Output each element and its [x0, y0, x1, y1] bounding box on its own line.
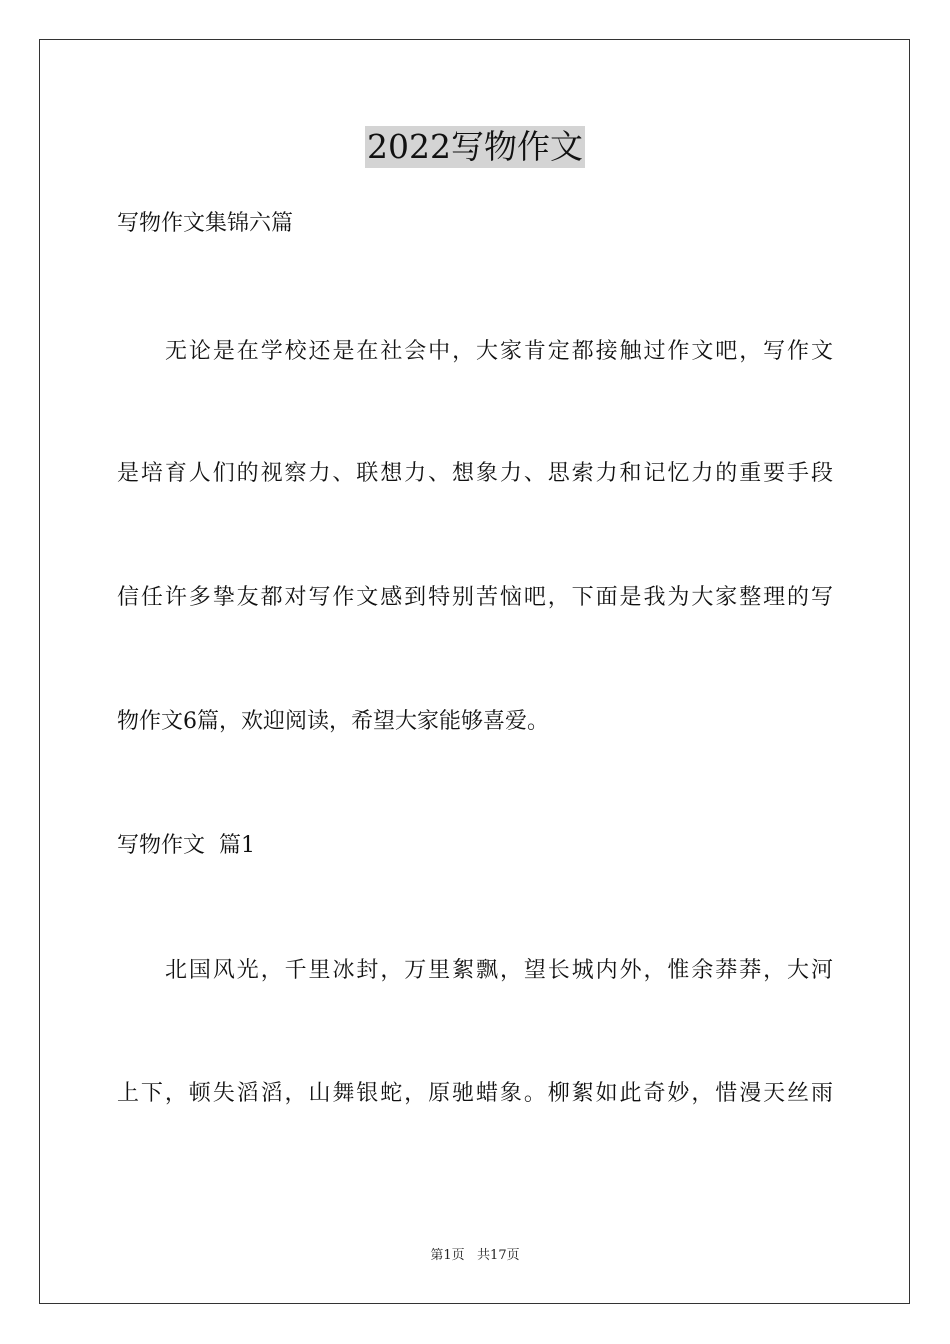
section-line-2: 上下，顿失滔滔，山舞银蛇，原驰蜡象。柳絮如此奇妙，惜漫天丝雨 — [117, 1081, 833, 1106]
section-heading: 写物作文 篇1 — [117, 833, 255, 858]
intro-line-4: 物作文6篇，欢迎阅读，希望大家能够喜爱。 — [117, 709, 549, 734]
document-subtitle: 写物作文集锦六篇 — [117, 211, 294, 236]
section-line-1: 北国风光，千里冰封，万里絮飘，望长城内外，惟余莽莽，大河 — [165, 958, 833, 983]
title-container — [0, 126, 950, 168]
page-footer: 第1页 共17页 — [430, 1248, 520, 1263]
document-title: 2022写物作文 — [367, 127, 583, 166]
intro-line-2: 是培育人们的视察力、联想力、想象力、思索力和记忆力的重要手段 — [117, 461, 833, 486]
intro-line-1: 无论是在学校还是在社会中，大家肯定都接触过作文吧，写作文 — [165, 339, 833, 364]
intro-line-3: 信任许多挚友都对写作文感到特别苦恼吧，下面是我为大家整理的写 — [117, 585, 833, 610]
